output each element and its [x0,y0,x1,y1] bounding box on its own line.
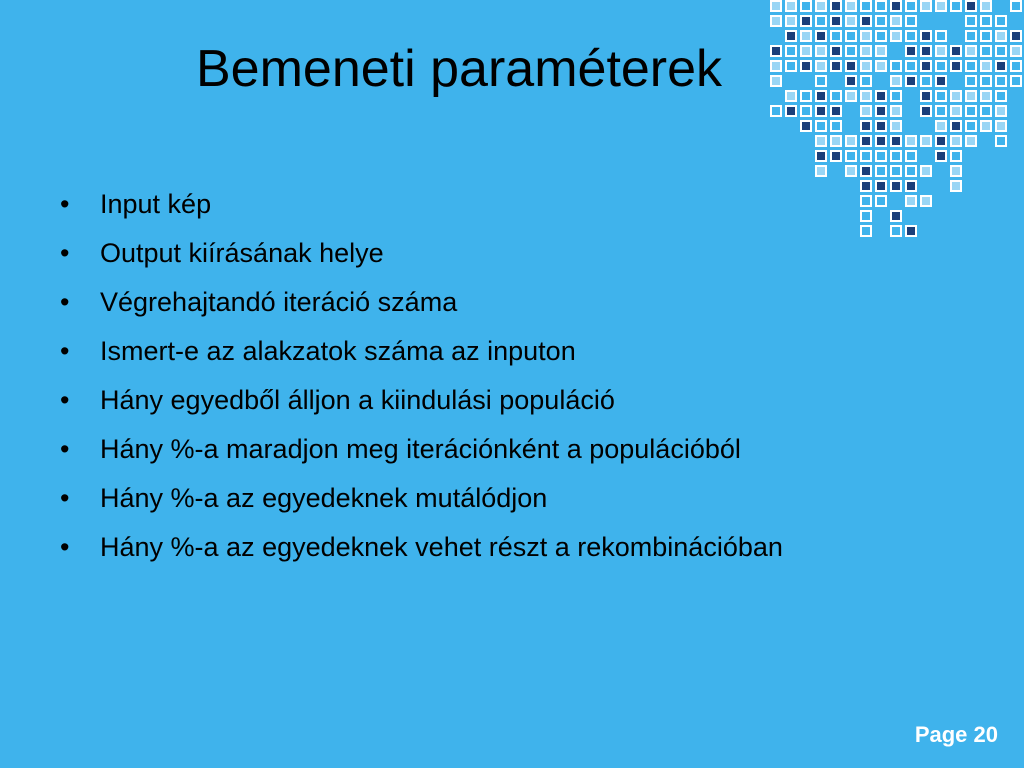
bullet-marker: • [60,287,70,317]
mosaic-tile [966,121,976,131]
mosaic-tile [831,1,841,11]
mosaic-tile [996,31,1006,41]
mosaic-tile [831,16,841,26]
mosaic-tile [816,31,826,41]
mosaic-tile [981,91,991,101]
mosaic-tile [876,31,886,41]
mosaic-tile [891,61,901,71]
bullet-item [60,433,960,466]
mosaic-tile [996,76,1006,86]
mosaic-tile [981,16,991,26]
mosaic-tile [861,1,871,11]
mosaic-tile [966,91,976,101]
bullet-item [60,531,960,564]
mosaic-tile [801,1,811,11]
mosaic-tile [951,151,961,161]
mosaic-tile [996,16,1006,26]
mosaic-tile [786,16,796,26]
mosaic-tile [906,166,916,176]
mosaic-tile [966,1,976,11]
bullet-item [60,384,960,417]
mosaic-tile [876,1,886,11]
mosaic-tile [861,106,871,116]
mosaic-tile [846,16,856,26]
mosaic-tile [831,121,841,131]
mosaic-tile [921,1,931,11]
mosaic-tile [861,76,871,86]
mosaic-tile [846,166,856,176]
mosaic-tile [861,196,871,206]
mosaic-tile [876,181,886,191]
mosaic-tile [846,31,856,41]
mosaic-tile [966,16,976,26]
mosaic-tile [801,16,811,26]
mosaic-tile [936,91,946,101]
mosaic-tile [996,136,1006,146]
mosaic-tile [981,1,991,11]
mosaic-tile [1011,31,1021,41]
mosaic-tile [936,1,946,11]
mosaic-tile [816,106,826,116]
mosaic-tile [921,91,931,101]
mosaic-tile [846,46,856,56]
mosaic-tile [771,76,781,86]
mosaic-tile [876,91,886,101]
mosaic-tile [981,31,991,41]
mosaic-tile [906,136,916,146]
mosaic-tile [846,136,856,146]
mosaic-tile [951,91,961,101]
mosaic-tile [816,76,826,86]
bullet-text: Hány egyedből álljon a kiindulási populáció [100,385,615,415]
mosaic-tile [936,106,946,116]
mosaic-tile [906,61,916,71]
bullet-item [60,335,960,368]
mosaic-tile [1011,61,1021,71]
mosaic-tile [861,31,871,41]
mosaic-tile [861,121,871,131]
mosaic-tile [906,181,916,191]
mosaic-tile [966,61,976,71]
bullet-item [60,482,960,515]
bullet-text: Hány %-a maradjon meg iterációnként a populációból [100,434,741,464]
mosaic-tile [831,91,841,101]
mosaic-tile [831,61,841,71]
mosaic-tile [951,121,961,131]
mosaic-tile [846,91,856,101]
mosaic-tile [861,181,871,191]
mosaic-tile [891,121,901,131]
mosaic-tile [891,211,901,221]
mosaic-tile [876,46,886,56]
mosaic-tile [921,31,931,41]
mosaic-tile [861,16,871,26]
mosaic-tile [786,31,796,41]
mosaic-tile [891,16,901,26]
mosaic-tile [921,76,931,86]
mosaic-tile [876,16,886,26]
mosaic-tile [876,166,886,176]
mosaic-tile [921,106,931,116]
mosaic-tile [906,196,916,206]
mosaic-tile [951,61,961,71]
mosaic-tile [936,136,946,146]
mosaic-tile [966,76,976,86]
mosaic-tile [891,136,901,146]
mosaic-tile [876,106,886,116]
pixel-mosaic-decoration [770,0,1024,250]
mosaic-tile [876,121,886,131]
mosaic-tile [936,46,946,56]
mosaic-tile [846,61,856,71]
bullet-text: Hány %-a az egyedeknek vehet részt a rekombinációban [100,532,783,562]
mosaic-tile [951,181,961,191]
mosaic-tile [786,61,796,71]
mosaic-tile [801,46,811,56]
mosaic-tile [996,61,1006,71]
mosaic-tile [786,46,796,56]
mosaic-tile [816,121,826,131]
mosaic-tile [846,151,856,161]
mosaic-tile [936,76,946,86]
mosaic-tile [891,1,901,11]
mosaic-tile [876,61,886,71]
mosaic-tile [831,46,841,56]
bullet-text: Végrehajtandó iteráció száma [100,287,458,317]
bullet-text: Input kép [100,189,212,219]
mosaic-tile [861,61,871,71]
mosaic-tile [951,46,961,56]
mosaic-tile [891,106,901,116]
page-number: Page 20 [914,722,998,747]
mosaic-tile [816,61,826,71]
mosaic-tile [831,31,841,41]
mosaic-tile [981,46,991,56]
mosaic-tile [951,166,961,176]
mosaic-tile [861,91,871,101]
mosaic-tile [846,76,856,86]
mosaic-tile [906,226,916,236]
mosaic-tile [816,151,826,161]
bullet-text: Hány %-a az egyedeknek mutálódjon [100,483,548,513]
mosaic-tile [951,136,961,146]
bullet-marker: • [60,238,70,268]
mosaic-tile [921,196,931,206]
mosaic-tile [981,121,991,131]
bullet-marker: • [60,336,70,366]
mosaic-tile [786,91,796,101]
mosaic-tile [891,91,901,101]
bullet-marker: • [60,385,70,415]
mosaic-tile [921,46,931,56]
mosaic-tile [816,1,826,11]
mosaic-tile [906,31,916,41]
mosaic-tile [951,1,961,11]
mosaic-tile [996,106,1006,116]
mosaic-tile [876,151,886,161]
mosaic-tile [771,106,781,116]
mosaic-tile [981,76,991,86]
mosaic-tile [891,151,901,161]
mosaic-tile [801,106,811,116]
mosaic-tile [996,46,1006,56]
mosaic-tile [966,136,976,146]
mosaic-tile [996,121,1006,131]
mosaic-tile [801,121,811,131]
mosaic-tile [891,166,901,176]
mosaic-tile [891,181,901,191]
mosaic-tile [921,136,931,146]
slide-title: Bemeneti paraméterek [196,40,723,98]
mosaic-tile [936,61,946,71]
bullet-marker: • [60,483,70,513]
mosaic-tile [936,31,946,41]
mosaic-tile [906,76,916,86]
mosaic-tile [966,46,976,56]
mosaic-tile [846,1,856,11]
mosaic-tile [876,196,886,206]
mosaic-tile [831,136,841,146]
mosaic-tile [1011,76,1021,86]
mosaic-tile [1011,1,1021,11]
mosaic-tile [966,31,976,41]
mosaic-tile [801,31,811,41]
mosaic-tile [981,106,991,116]
mosaic-tile [816,91,826,101]
mosaic-tile [891,76,901,86]
mosaic-tile [771,46,781,56]
mosaic-tile [771,16,781,26]
mosaic-tile [861,211,871,221]
mosaic-tile [801,91,811,101]
bullet-text: Output kiírásának helye [100,238,384,268]
mosaic-tile [876,136,886,146]
mosaic-tile [891,31,901,41]
mosaic-tile [816,166,826,176]
mosaic-tile [861,46,871,56]
mosaic-tile [906,16,916,26]
mosaic-tile [861,226,871,236]
mosaic-tile [771,1,781,11]
mosaic-tile [831,151,841,161]
mosaic-tile [861,151,871,161]
bullet-marker: • [60,532,70,562]
mosaic-tile [816,16,826,26]
mosaic-tile [921,61,931,71]
mosaic-tile [771,61,781,71]
mosaic-tile [936,151,946,161]
mosaic-tile [936,121,946,131]
mosaic-tile [861,166,871,176]
bullet-marker: • [60,434,70,464]
mosaic-tile [951,106,961,116]
mosaic-tile [831,106,841,116]
mosaic-tile [786,106,796,116]
bullet-item [60,286,960,319]
mosaic-tile [981,61,991,71]
mosaic-tile [816,46,826,56]
mosaic-tile [906,151,916,161]
bullet-text: Ismert-e az alakzatok száma az inputon [100,336,576,366]
mosaic-tile [891,226,901,236]
mosaic-tile [921,166,931,176]
mosaic-tile [996,91,1006,101]
mosaic-tile [966,106,976,116]
mosaic-tile [801,61,811,71]
mosaic-tile [906,1,916,11]
mosaic-tile [906,46,916,56]
mosaic-tile [786,1,796,11]
mosaic-tile [816,136,826,146]
mosaic-tile [1011,46,1021,56]
mosaic-tile [861,136,871,146]
bullet-marker: • [60,189,70,219]
